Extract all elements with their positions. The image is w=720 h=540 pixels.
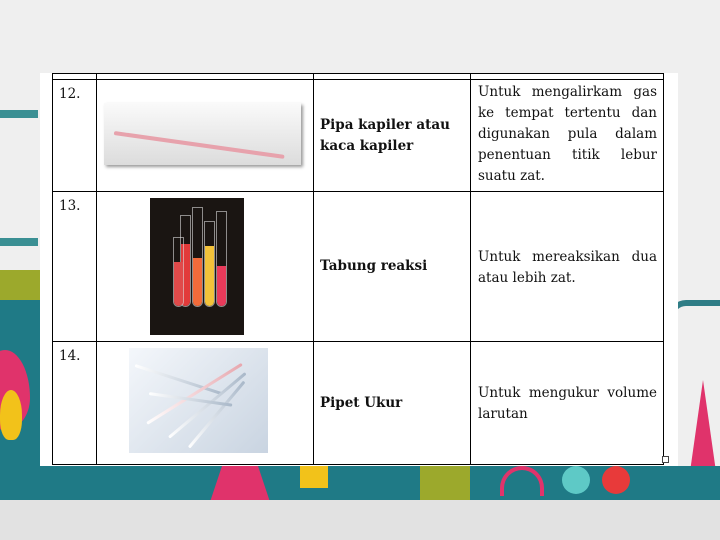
background-flame-icon (0, 390, 22, 440)
equipment-description: Untuk mengukur volume larutan (471, 342, 664, 465)
document-page (40, 73, 678, 466)
row-number: 12. (53, 80, 97, 192)
background-shape (420, 466, 470, 502)
lab-equipment-table (52, 73, 664, 465)
equipment-name: Tabung reaksi (314, 192, 471, 342)
background-flask-outline-left (0, 110, 38, 246)
table-row (53, 342, 664, 465)
equipment-name: Pipa kapiler atau kaca kapiler (314, 80, 471, 192)
capillary-tube-photo (104, 103, 301, 165)
measuring-pipettes-photo (129, 348, 268, 453)
background-circle-icon (602, 466, 630, 494)
row-number: 13. (53, 192, 97, 342)
equipment-name: Pipet Ukur (314, 342, 471, 465)
test-tubes-photo (150, 198, 244, 335)
table-row (53, 80, 664, 192)
resize-handle[interactable] (662, 456, 669, 463)
equipment-description: Untuk mereaksikan dua atau lebih zat. (471, 192, 664, 342)
equipment-description: Untuk mengalirkam gas ke tempat tertentu dan digunakan pula dalam penentuan titik lebur suatu zat. (471, 80, 664, 192)
row-number: 14. (53, 342, 97, 465)
background-shape (300, 466, 328, 488)
background-floor (0, 500, 720, 540)
table-row (53, 192, 664, 342)
background-circle-icon (562, 466, 590, 494)
